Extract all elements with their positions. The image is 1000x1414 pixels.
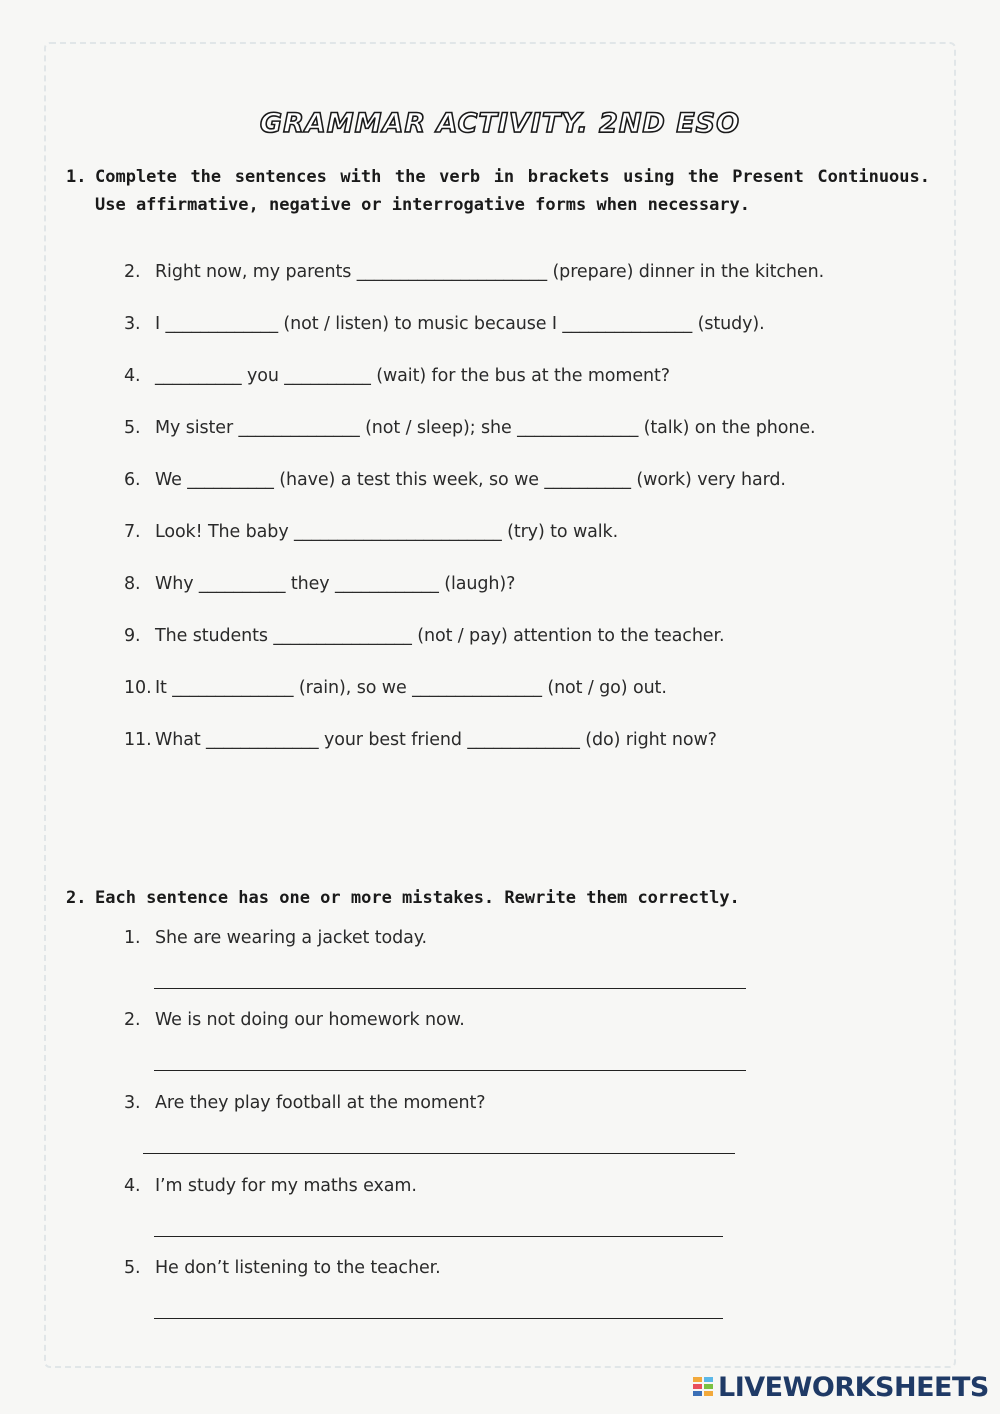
- exercise1-item: [124, 730, 717, 750]
- item-number: 2.: [124, 262, 141, 282]
- exercise1-item: [124, 678, 667, 698]
- section2-number: 2.: [66, 888, 87, 908]
- section2-instruction-text: Each sentence has one or more mistakes. Rewrite them correctly.: [95, 888, 740, 908]
- exercise1-item: [124, 418, 815, 438]
- answer-line[interactable]: [154, 1236, 723, 1237]
- exercise1-item: [124, 522, 618, 542]
- item-number: 8.: [124, 574, 141, 594]
- exercise1-item: [124, 470, 786, 490]
- item-text: She are wearing a jacket today.: [155, 928, 427, 948]
- section1-instruction: [66, 163, 930, 219]
- item-text: We is not doing our homework now.: [155, 1010, 465, 1030]
- item-text: I’m study for my maths exam.: [155, 1176, 417, 1196]
- item-number: 9.: [124, 626, 141, 646]
- section1-number: 1.: [66, 167, 87, 187]
- item-number: 4.: [124, 366, 141, 386]
- item-number: 4.: [124, 1176, 141, 1196]
- item-text: Why __________ they ____________ (laugh)?: [155, 574, 516, 594]
- exercise1-item: [124, 366, 670, 386]
- answer-line[interactable]: [154, 1318, 723, 1319]
- brand-name: LIVEWORKSHEETS: [718, 1372, 989, 1403]
- exercise1-item: [124, 626, 724, 646]
- item-number: 6.: [124, 470, 141, 490]
- item-text: He don’t listening to the teacher.: [155, 1258, 441, 1278]
- item-number: 5.: [124, 418, 141, 438]
- item-text: We __________ (have) a test this week, so we __________ (work) very hard.: [155, 470, 786, 490]
- item-text: My sister ______________ (not / sleep); she ______________ (talk) on the phone.: [155, 418, 816, 438]
- item-text: Are they play football at the moment?: [155, 1093, 486, 1113]
- exercise2-item: [124, 1258, 441, 1278]
- item-text: __________ you __________ (wait) for the bus at the moment?: [155, 366, 670, 386]
- exercise1-item: [124, 262, 824, 282]
- item-text: I _____________ (not / listen) to music because I _______________ (study).: [155, 314, 765, 334]
- item-number: 3.: [124, 314, 141, 334]
- exercise2-item: [124, 928, 427, 948]
- item-text: Look! The baby ________________________ (try) to walk.: [155, 522, 619, 542]
- liveworksheets-logo-icon: [693, 1377, 715, 1401]
- item-text: The students ________________ (not / pay) attention to the teacher.: [155, 626, 725, 646]
- exercise2-item: [124, 1176, 417, 1196]
- exercise1-item: [124, 574, 515, 594]
- item-number: 11.: [124, 730, 152, 750]
- item-number: 2.: [124, 1010, 141, 1030]
- answer-line[interactable]: [154, 988, 746, 989]
- item-number: 1.: [124, 928, 141, 948]
- exercise1-item: [124, 314, 765, 334]
- page-title: GRAMMAR ACTIVITY. 2ND ESO: [259, 108, 741, 139]
- item-text: What _____________ your best friend _____________ (do) right now?: [155, 730, 717, 750]
- exercise2-item: [124, 1010, 465, 1030]
- item-number: 10.: [124, 678, 152, 698]
- item-number: 3.: [124, 1093, 141, 1113]
- item-text: Right now, my parents ______________________ (prepare) dinner in the kitchen.: [155, 262, 825, 282]
- item-number: 5.: [124, 1258, 141, 1278]
- item-number: 7.: [124, 522, 141, 542]
- answer-line[interactable]: [143, 1153, 735, 1154]
- section1-instruction-text: Complete the sentences with the verb in brackets using the Present Continuous. Use affirmative, negative or interrogative forms when necessary.: [95, 167, 930, 215]
- page-frame: [44, 42, 956, 1368]
- item-text: It ______________ (rain), so we _______________ (not / go) out.: [155, 678, 667, 698]
- section2-instruction: [66, 884, 930, 912]
- exercise2-item: [124, 1093, 485, 1113]
- answer-line[interactable]: [154, 1070, 746, 1071]
